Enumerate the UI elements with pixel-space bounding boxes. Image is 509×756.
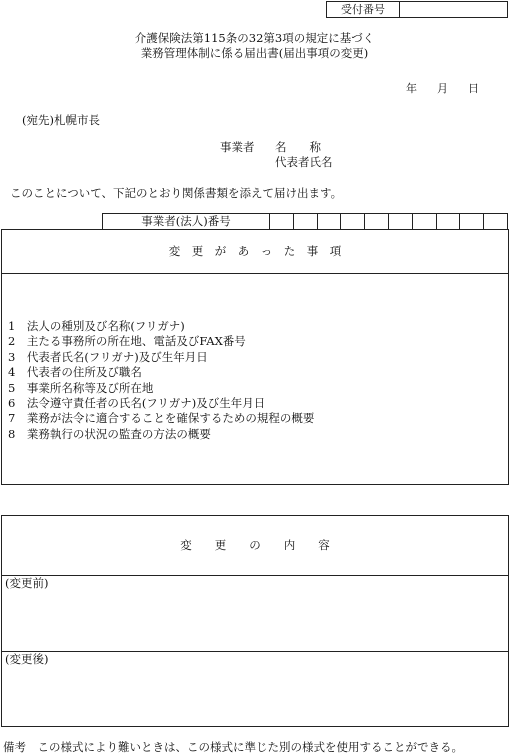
before-change-label: (変更前)	[5, 576, 49, 590]
operator-number-cell[interactable]	[341, 214, 365, 229]
submission-date	[396, 80, 479, 96]
list-item[interactable]: 8 業務執行の状況の監査の方法の概要	[8, 426, 211, 441]
changed-items-list	[8, 319, 314, 442]
operator-number-cell[interactable]	[460, 214, 484, 229]
intro-text: このことについて、下記のとおり関係書類を添えて届け出ます。	[10, 186, 343, 200]
receipt-number-box	[326, 1, 508, 18]
list-item[interactable]: 7 業務が法令に適合することを確保するための規程の概要	[8, 411, 315, 426]
operator-number-row	[102, 213, 508, 230]
list-item[interactable]: 4 代表者の住所及び職名	[8, 365, 142, 380]
addressee: (宛先)札幌市長	[22, 113, 100, 127]
date-year-label: 年	[406, 82, 417, 95]
list-item[interactable]: 6 法令遵守責任者の氏名(フリガナ)及び生年月日	[8, 396, 266, 411]
operator-number-cell[interactable]	[413, 214, 437, 229]
operator-number-cell[interactable]	[365, 214, 389, 229]
operator-number-cell[interactable]	[318, 214, 342, 229]
applicant-label: 事業者	[220, 140, 255, 154]
list-item[interactable]: 3 代表者氏名(フリガナ)及び生年月日	[8, 349, 208, 364]
operator-number-cell[interactable]	[294, 214, 318, 229]
operator-number-cell[interactable]	[389, 214, 413, 229]
change-content-section	[1, 515, 509, 727]
receipt-number-label: 受付番号	[327, 2, 400, 17]
receipt-number-field[interactable]	[400, 2, 507, 17]
list-item[interactable]: 1 法人の種別及び名称(フリガナ)	[8, 319, 185, 333]
before-change-field[interactable]	[2, 576, 508, 652]
list-item[interactable]: 5 事業所名称等及び所在地	[8, 380, 154, 395]
applicant-block	[220, 140, 333, 170]
remarks-note: 備考 この様式により難いときは、この様式に準じた別の様式を使用することができる。	[3, 740, 463, 754]
date-day-label: 日	[468, 82, 479, 95]
operator-number-cell[interactable]	[270, 214, 294, 229]
after-change-label: (変更後)	[5, 652, 49, 666]
applicant-name-label: 名 称	[275, 140, 321, 154]
changed-items-header: 変 更 が あ っ た 事 項	[2, 230, 508, 274]
after-change-field[interactable]	[2, 652, 508, 727]
changed-items-section	[1, 229, 509, 485]
list-item[interactable]: 2 主たる事務所の所在地、電話及びFAX番号	[8, 334, 246, 349]
operator-number-cell[interactable]	[437, 214, 461, 229]
date-month-label: 月	[437, 82, 448, 95]
operator-number-cell[interactable]	[484, 214, 507, 229]
form-title-line1: 介護保険法第115条の32第3項の規定に基づく	[134, 31, 375, 45]
change-content-header: 変 更 の 内 容	[2, 516, 508, 576]
operator-number-label: 事業者(法人)番号	[103, 214, 270, 229]
representative-name-label: 代表者氏名	[275, 155, 333, 169]
form-title-line2: 業務管理体制に係る届出書(届出事項の変更)	[140, 46, 369, 60]
